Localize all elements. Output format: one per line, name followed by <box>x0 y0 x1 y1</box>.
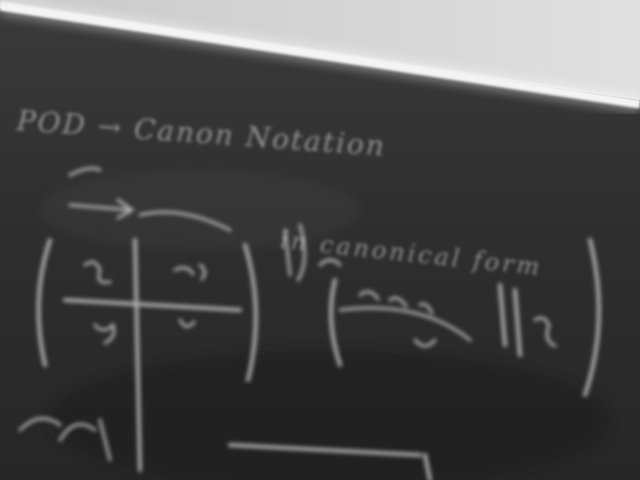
chalk-dust-smear <box>40 170 360 250</box>
chalk-title: POD → Canon Notation <box>15 104 387 163</box>
chalk-phrase: in canonical form <box>279 226 544 282</box>
